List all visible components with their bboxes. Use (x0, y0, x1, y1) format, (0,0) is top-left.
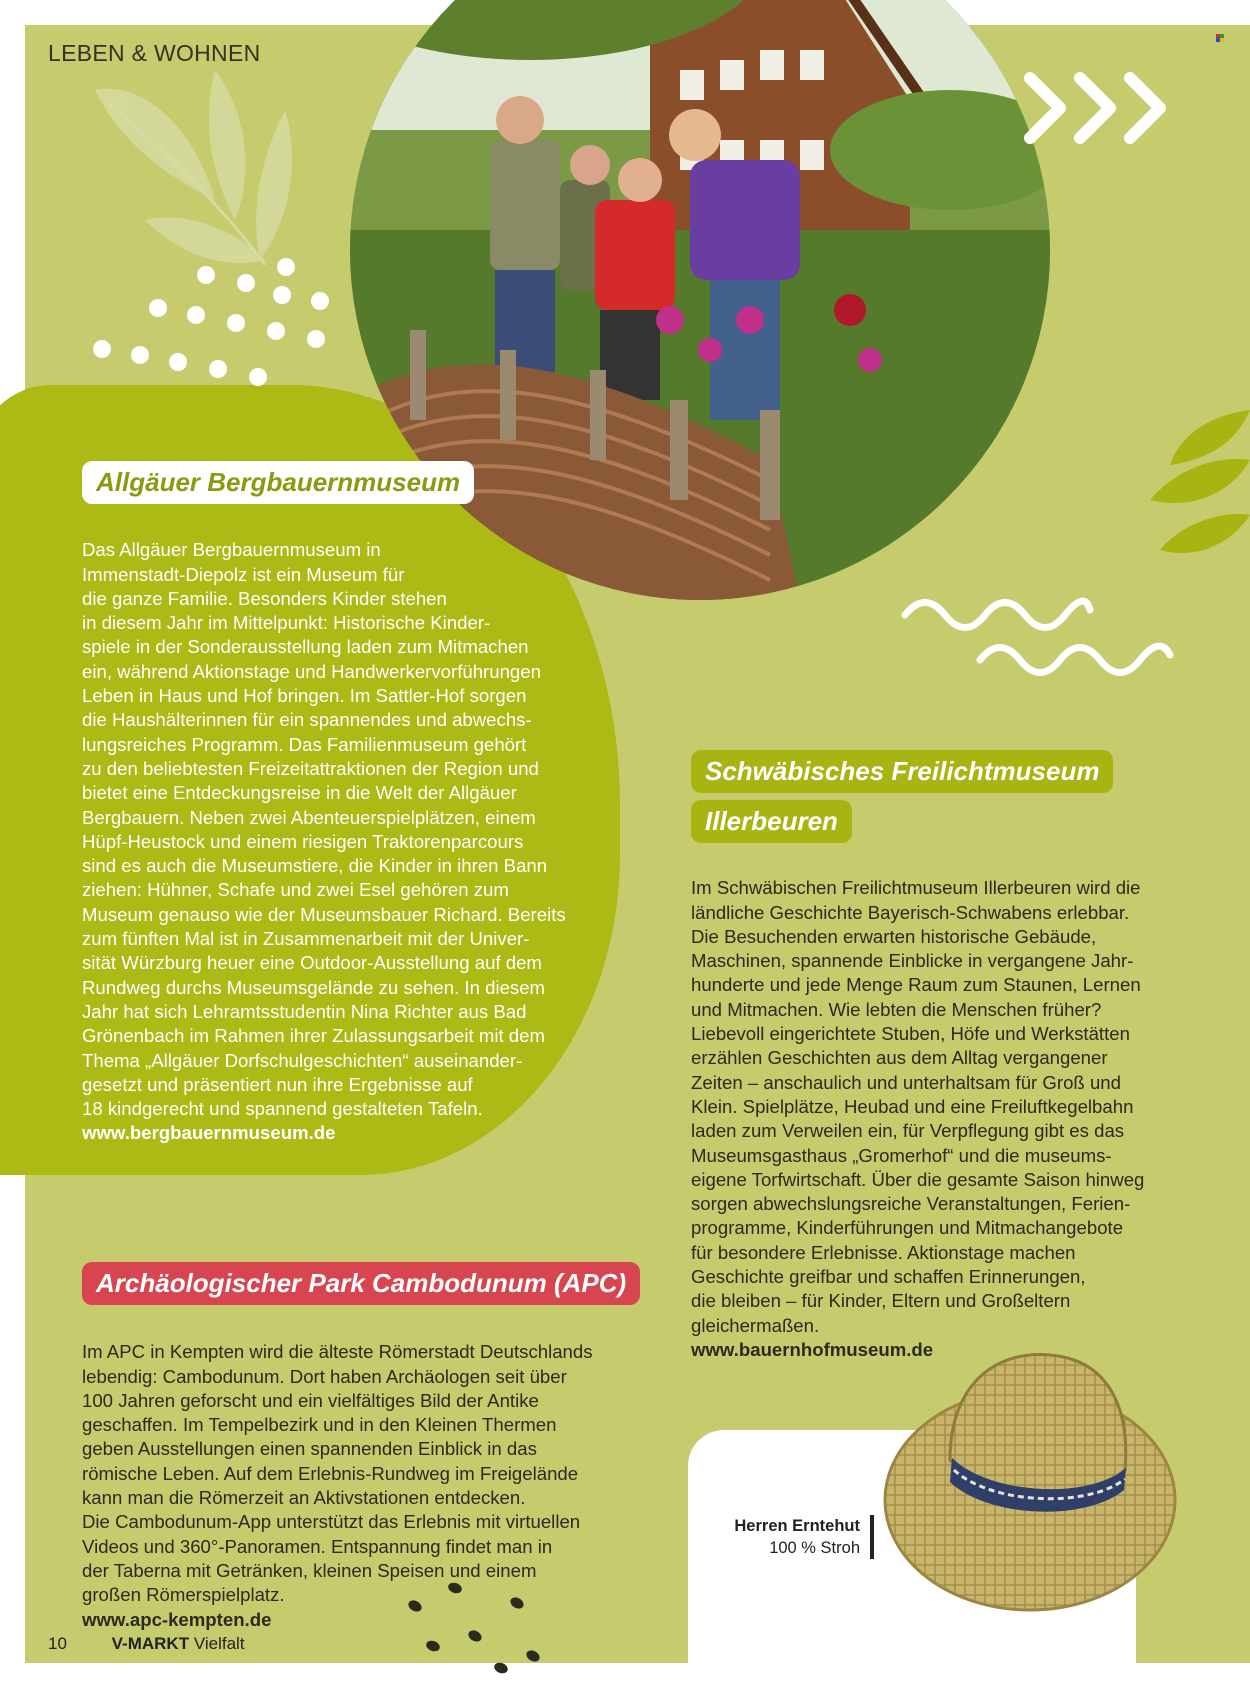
article3-title: Archäologischer Park Cambodunum (APC) (82, 1262, 640, 1305)
product-material: 100 % Stroh (769, 1539, 860, 1557)
chevron-arrows-icon (1022, 70, 1182, 150)
straw-hat-image (880, 1340, 1180, 1620)
article2-title-line1: Schwäbisches Freilichtmuseum (691, 750, 1113, 793)
dot-pattern-icon (90, 255, 350, 395)
article1-body (82, 514, 566, 1170)
leaf-decoration-icon (85, 70, 325, 280)
article1-text: Das Allgäuer Bergbauernmuseum in Immenstadt-Diepolz ist ein Museum für die ganze Familie. Besonders Kinder stehen in diesem Jahr im Mittelpunkt: Historische Kinder- spiele in der Sonderausstellung laden zum Mitmachen ein, während Aktionstage und Handwerkervorführungen Leben in Haus und Hof bringen. Im Sattler-Hof sorgen die Haushälterinnen für ein spannendes und abwechs- lungsreiches Programm. Das Familienmuseum gehört zu den beliebtesten Freizeitattraktionen der Region und bietet eine Entdeckungsreise in die Welt der Allgäuer Bergbauern. Neben zwei Abenteuerspielplätzen, einem Hüpf-Heustock und einem riesigen Traktorenparcours sind es auch die Museumstiere, die Kinder in ihren Bann ziehen: Hühner, Schafe und zwei Esel gehören zum Museum genauso wie der Museumsbauer Richard. Bereits zum fünften Mal ist in Zusammenarbeit mit der Univer- sität Würzburg heuer eine Outdoor-Ausstellung auf dem Rundweg durchs Museumsgelände zu sehen. In diesem Jahr hat sich Lehramtsstudentin Nina Richter aus Bad Grönenbach im Rahmen ihrer Zulassungsarbeit mit dem Thema „Allgäuer Dorfschulgeschichten“ auseinander- gesetzt und präsentiert nun ihre Ergebnisse auf 18 kindgerecht und spannend gestalteten Tafeln. (82, 539, 566, 1120)
article2-url[interactable]: www.bauernhofmuseum.de (691, 1338, 934, 1360)
footer-brand-suffix: Vielfalt (193, 1634, 245, 1653)
article3-text: Im APC in Kempten wird die älteste Römerstadt Deutschlands lebendig: Cambodunum. Dort haben Archäologen seit über 100 Jahren geforscht und ein vielfältiges Bild der Antike geschaffen. Im Tempelbezirk und in den Kleinen Thermen geben Ausstellungen einen spannenden Einblick in das römische Leben. Auf dem Erlebnis-Rundweg im Freigelände kann man die Römerzeit an Aktivstationen entdecken. Die Cambodunum-App unterstützt das Erlebnis mit virtuellen Videos und 360°-Panoramen. Entspannung findet man in der Taberna mit Getränken, kleinen Speisen und einem großen Römerspielplatz. (82, 1341, 593, 1606)
article2-body (691, 852, 1144, 1387)
color-mark-icon (1216, 34, 1224, 42)
scattered-seeds-icon (405, 1578, 555, 1678)
page-number: 10 (48, 1634, 67, 1653)
product-label (700, 1515, 874, 1559)
article1-url[interactable]: www.bergbauernmuseum.de (82, 1122, 336, 1144)
article3-url[interactable]: www.apc-kempten.de (82, 1608, 272, 1630)
product-name: Herren Erntehut (734, 1517, 860, 1535)
page-footer (48, 1634, 245, 1654)
section-title: LEBEN & WOHNEN (48, 40, 261, 66)
footer-brand: V-MARKT (111, 1634, 190, 1653)
wave-lines-icon (900, 590, 1180, 680)
leaf-branch-icon (1120, 400, 1250, 560)
article2-title-line2: Illerbeuren (691, 800, 852, 843)
article1-title: Allgäuer Bergbauernmuseum (82, 461, 474, 504)
article2-text: Im Schwäbischen Freilichtmuseum Illerbeuren wird die ländliche Geschichte Bayerisch-Schwabens erlebbar. Die Besuchenden erwarten historische Gebäude, Maschinen, spannende Einblicke in vergangene Jahr- hunderte und jede Menge Raum zum Staunen, Lernen und Mitmachen. Wie lebten die Menschen früher? Liebevoll eingerichtete Stuben, Höfe und Werkstätten erzählen Geschichten aus dem Alltag vergangener Zeiten – anschaulich und unterhaltsam für Groß und Klein. Spielplätze, Heubad und eine Freiluftkegelbahn laden zum Verweilen ein, für Verpflegung gibt es das Museumsgasthaus „Gromerhof“ und die museums- eigene Torfwirtschaft. Über die gesamte Saison hinweg sorgen abwechslungsreiche Veranstaltungen, Ferien- programme, Kinderführungen und Mitmachangebote für besondere Erlebnisse. Aktionstage machen Geschichte greifbar und schaffen Erinnerungen, die bleiben – für Kinder, Eltern und Großeltern gleichermaßen. (691, 877, 1145, 1336)
